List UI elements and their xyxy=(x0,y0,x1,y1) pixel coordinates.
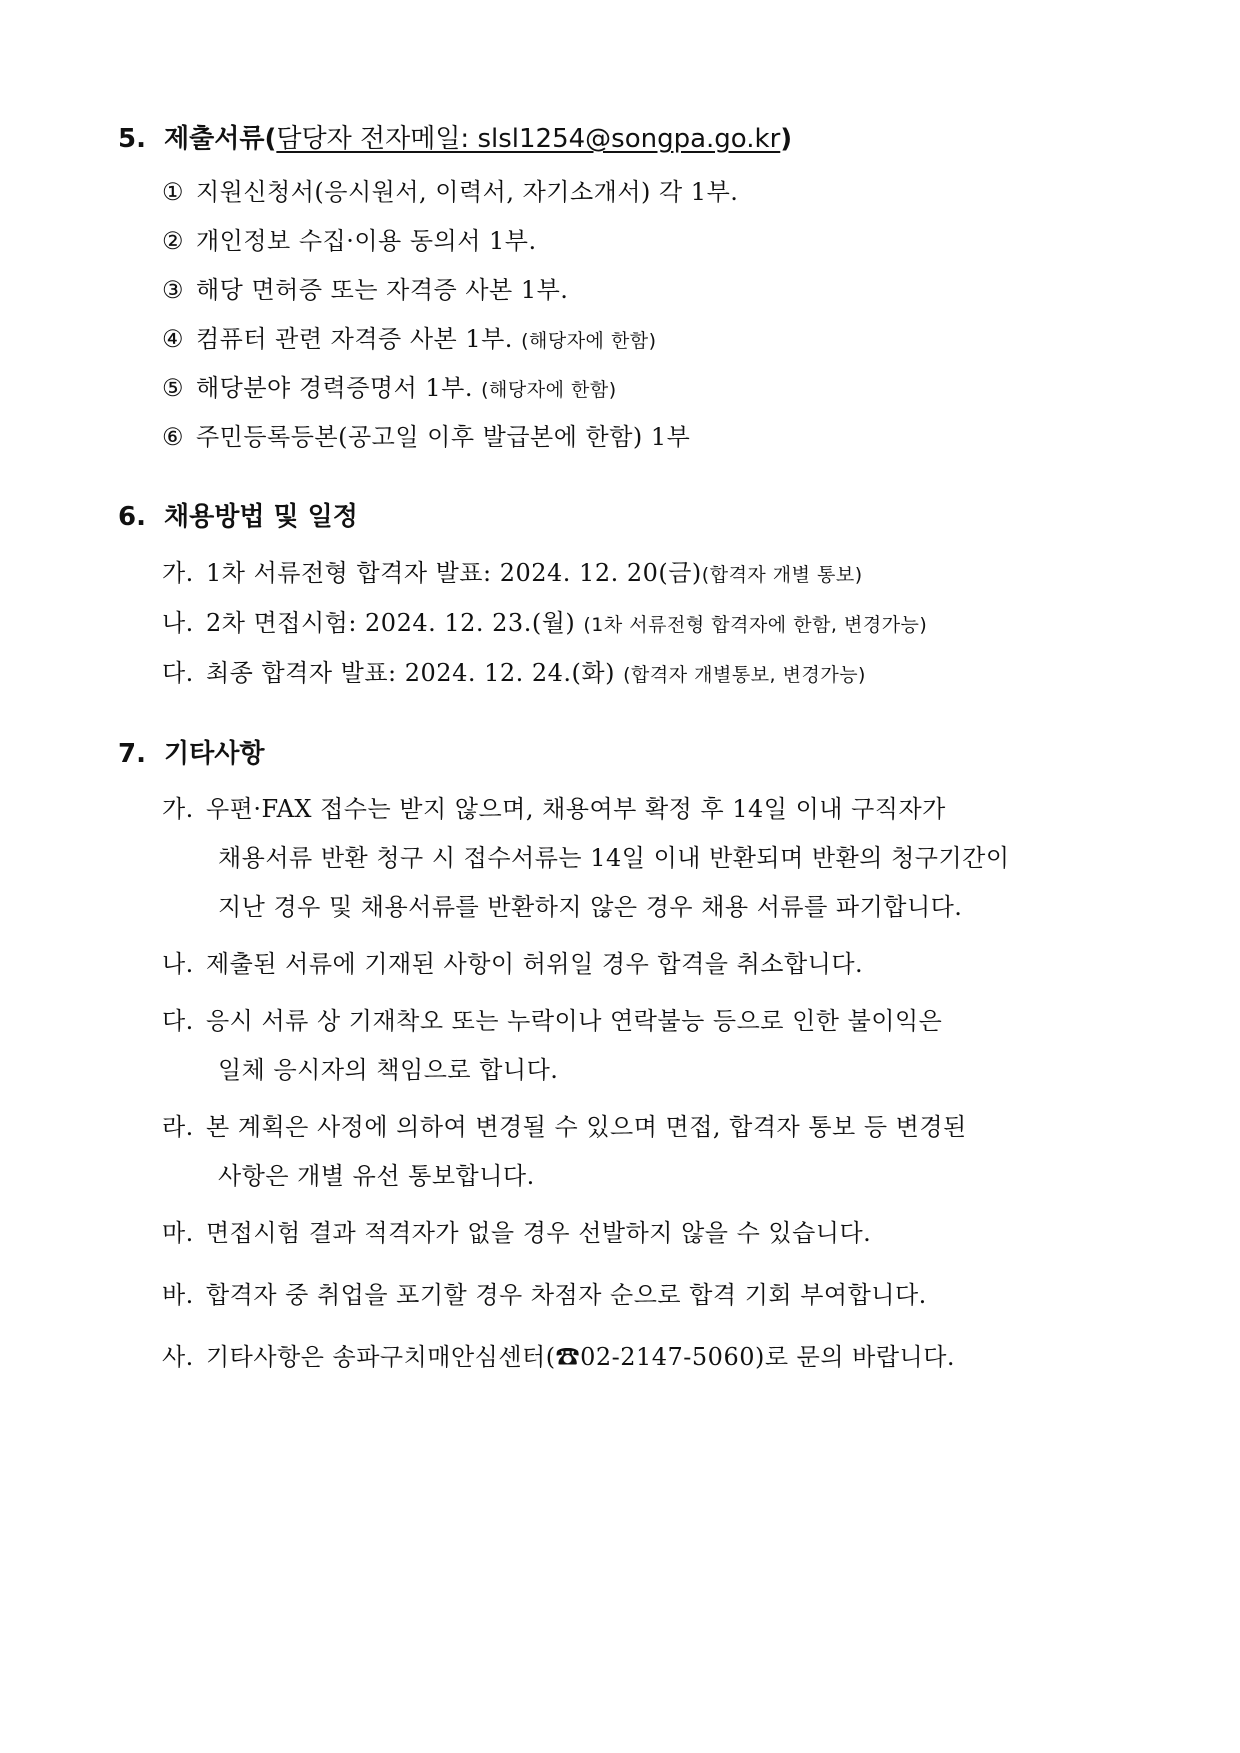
item-note: (1차 서류전형 합격자에 한함, 변경가능) xyxy=(583,614,928,636)
list-item: ② 개인정보 수집·이용 동의서 1부. xyxy=(162,227,537,255)
section-title: 기타사항 xyxy=(164,739,265,769)
list-item-continuation: 사항은 개별 유선 통보합니다. xyxy=(218,1162,535,1190)
list-item: 다. 응시 서류 상 기재착오 또는 누락이나 연락불능 등으로 인한 불이익은 xyxy=(162,1007,943,1035)
section-7-heading xyxy=(118,733,264,770)
list-item: ① 지원신청서(응시원서, 이력서, 자기소개서) 각 1부. xyxy=(162,178,739,206)
list-item: 바. 합격자 중 취업을 포기할 경우 차점자 순으로 합격 기회 부여합니다. xyxy=(162,1281,927,1309)
list-item: ④ 컴퓨터 관련 자격증 사본 1부. (해당자에 한함) xyxy=(162,325,657,353)
section-number: 7. xyxy=(118,739,146,769)
section-number: 6. xyxy=(118,502,146,532)
list-item: ⑤ 해당분야 경력증명서 1부. (해당자에 한함) xyxy=(162,374,617,402)
section-title: 제출서류( xyxy=(164,124,277,154)
list-item: 사. 기타사항은 송파구치매안심센터(☎02-2147-5060)로 문의 바랍니다. xyxy=(162,1343,956,1371)
list-item: ⑥ 주민등록등본(공고일 이후 발급본에 한함) 1부 xyxy=(162,423,691,451)
item-note: (합격자 개별통보, 변경가능) xyxy=(623,664,866,686)
list-item-continuation: 일체 응시자의 책임으로 합니다. xyxy=(218,1056,559,1084)
list-item-continuation: 지난 경우 및 채용서류를 반환하지 않은 경우 채용 서류를 파기합니다. xyxy=(218,893,963,921)
list-item: ③ 해당 면허증 또는 자격증 사본 1부. xyxy=(162,276,569,304)
item-note: (해당자에 한함) xyxy=(481,379,617,401)
list-item: 나. 2차 면접시험: 2024. 12. 23.(월) (1차 서류전형 합격자에 한함, 변경가능) xyxy=(162,609,928,637)
section-number: 5. xyxy=(118,124,146,154)
contact-email: 담당자 전자메일: slsl1254@songpa.go.kr xyxy=(276,124,781,154)
section-5-heading xyxy=(118,118,792,155)
list-item: 가. 우편·FAX 접수는 받지 않으며, 채용여부 확정 후 14일 이내 구직자가 xyxy=(162,795,946,823)
section-title: 채용방법 및 일정 xyxy=(164,502,358,532)
list-item-continuation: 채용서류 반환 청구 시 접수서류는 14일 이내 반환되며 반환의 청구기간이 xyxy=(218,844,1010,872)
list-item: 가. 1차 서류전형 합격자 발표: 2024. 12. 20(금)(합격자 개별 통보) xyxy=(162,559,863,587)
item-note: (해당자에 한함) xyxy=(521,330,657,352)
list-item: 나. 제출된 서류에 기재된 사항이 허위일 경우 합격을 취소합니다. xyxy=(162,950,864,978)
section-6-heading xyxy=(118,496,358,533)
list-item: 라. 본 계획은 사정에 의하여 변경될 수 있으며 면접, 합격자 통보 등 변경된 xyxy=(162,1113,967,1141)
item-note: (합격자 개별 통보) xyxy=(701,564,863,586)
section-title-close: ) xyxy=(780,124,793,154)
list-item: 다. 최종 합격자 발표: 2024. 12. 24.(화) (합격자 개별통보, 변경가능) xyxy=(162,659,866,687)
list-item: 마. 면접시험 결과 적격자가 없을 경우 선발하지 않을 수 있습니다. xyxy=(162,1219,872,1247)
